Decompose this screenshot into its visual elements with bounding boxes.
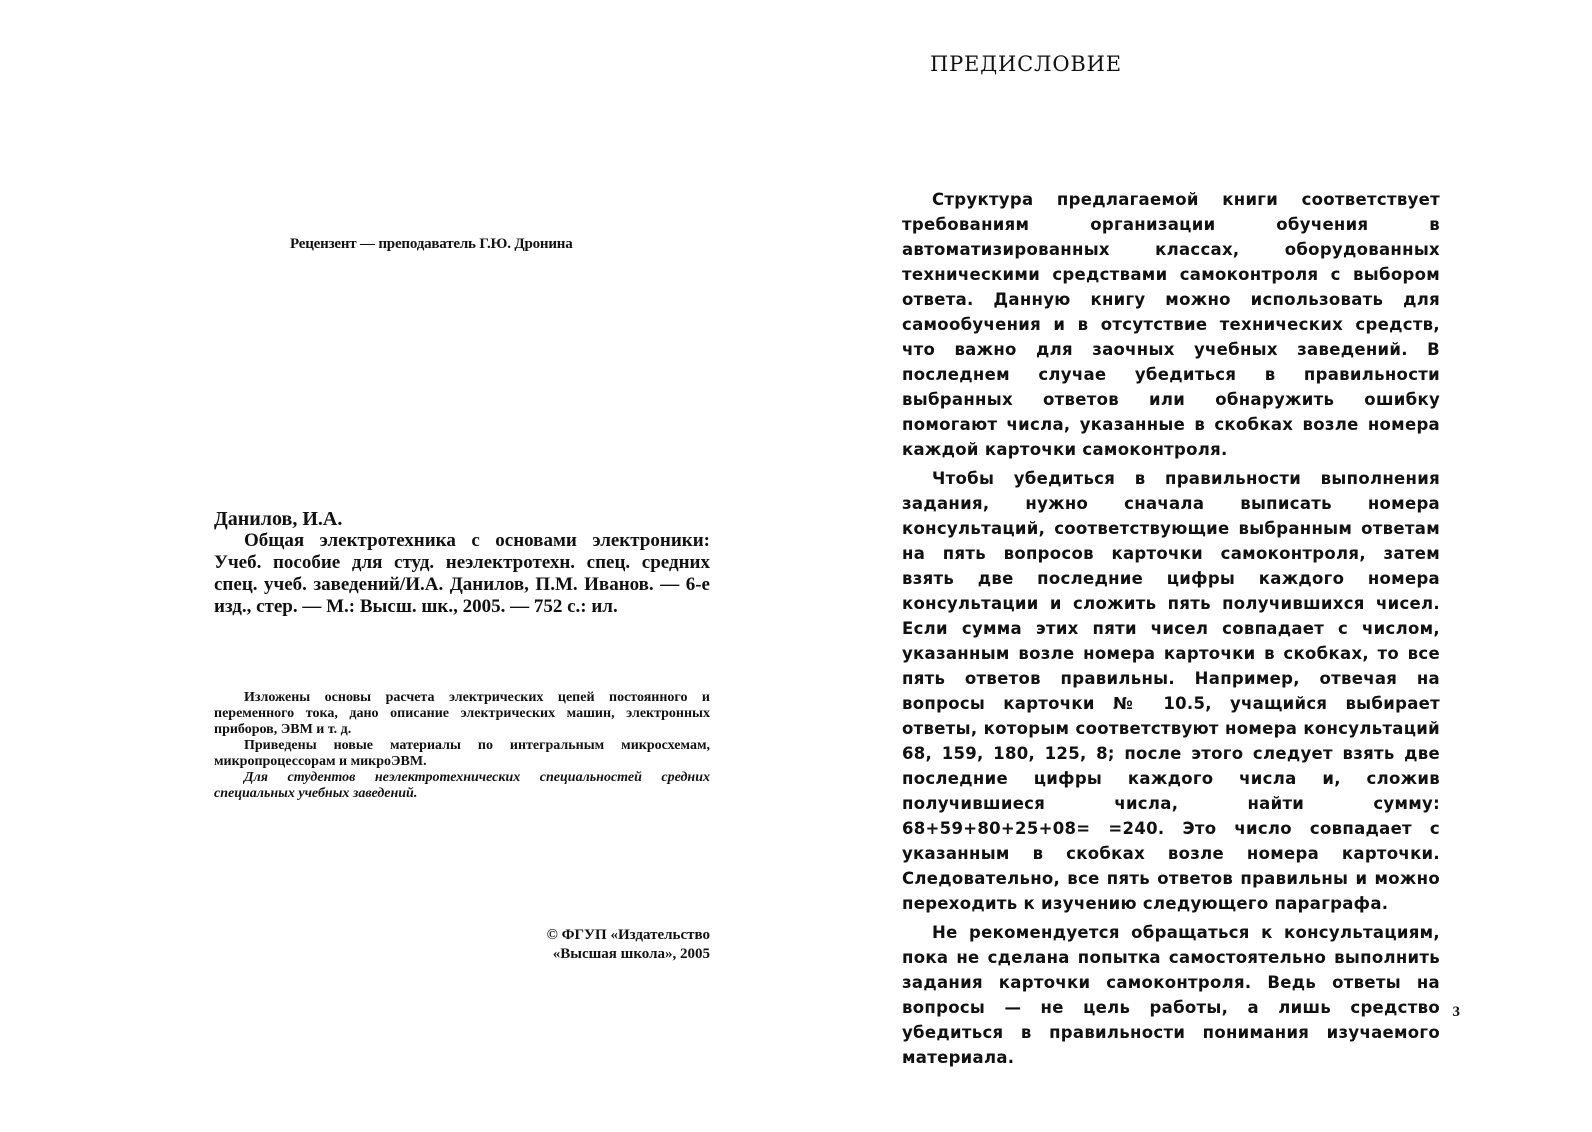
copyright-line: © ФГУП «Издательство	[546, 927, 710, 943]
section-heading: ПРЕДИСЛОВИЕ	[930, 52, 1122, 76]
preface-paragraph: Структура предлагаемой книги соответствует требованиям организации обучения в автоматизированных классах, оборудованных техническими средствами самоконтроля с выбором ответа. Данную книгу можно использовать для самообучения и в отсутствие технических средств, что важно для заочных учебных заведений. В последнем случае убедиться в правильности выбранных ответов или обнаружить ошибку помогают числа, указанные в скобках возле номера каждой карточки самоконтроля.	[902, 190, 1440, 459]
preface-paragraph: Чтобы убедиться в правильности выполнения задания, нужно сначала выписать номера консультаций, соответствующие выбранным ответам на пять вопросов карточки самоконтроля, затем взять две последние цифры каждого номера консультации и сложить пять получившихся чисел. Если сумма этих пяти чисел совпадает с числом, указанным возле номера карточки в скобках, то все пять ответов правильны. Например, отвечая на вопросы карточки № 10.5, учащийся выбирает ответы, которым соответствуют номера консультаций 68, 159, 180, 125, 8; после этого следует взять две последние цифры каждого числа и, сложив получившиеся числа, найти сумму: 68+59+80+25+08= =240. Это число совпадает с указанным в скобках возле номера карточки. Следовательно, все пять ответов правильны и можно переходить к изучению следующего параграфа.	[902, 469, 1440, 913]
annotation	[214, 690, 710, 802]
page-number: 3	[1452, 1004, 1460, 1020]
annotation-paragraph: Приведены новые материалы по интегральным микросхемам, микропроцессорам и микроЭВМ.	[214, 738, 710, 769]
bib-author: Данилов, И.А.	[214, 508, 343, 530]
copyright-notice	[440, 926, 710, 964]
preface-paragraph: Не рекомендуется обращаться к консультациям, пока не сделана попытка самостоятельно выполнить задания карточки самоконтроля. Ведь ответы на вопросы — не цель работы, а лишь средство убедиться в правильности понимания изучаемого материала.	[902, 923, 1440, 1067]
preface-body	[902, 187, 1440, 1074]
bibliographic-record	[214, 508, 710, 618]
bib-description: Общая электротехника с основами электроники: Учеб. пособие для студ. неэлектротехн. спец. средних спец. учеб. заведений/И.А. Данилов, П.М. Иванов. — 6-е изд., стер. — М.: Высш. шк., 2005. — 752 с.: ил.	[214, 530, 710, 617]
reviewer-line: Рецензент — преподаватель Г.Ю. Дронина	[290, 236, 573, 252]
annotation-paragraph: Изложены основы расчета электрических цепей постоянного и переменного тока, дано описание электрических машин, электронных приборов, ЭВМ и т. д.	[214, 690, 710, 737]
copyright-line: «Высшая школа», 2005	[552, 946, 710, 962]
right-page	[796, 0, 1592, 1132]
annotation-audience: Для студентов неэлектротехнических специальностей средних специальных учебных заведений.	[214, 770, 710, 801]
